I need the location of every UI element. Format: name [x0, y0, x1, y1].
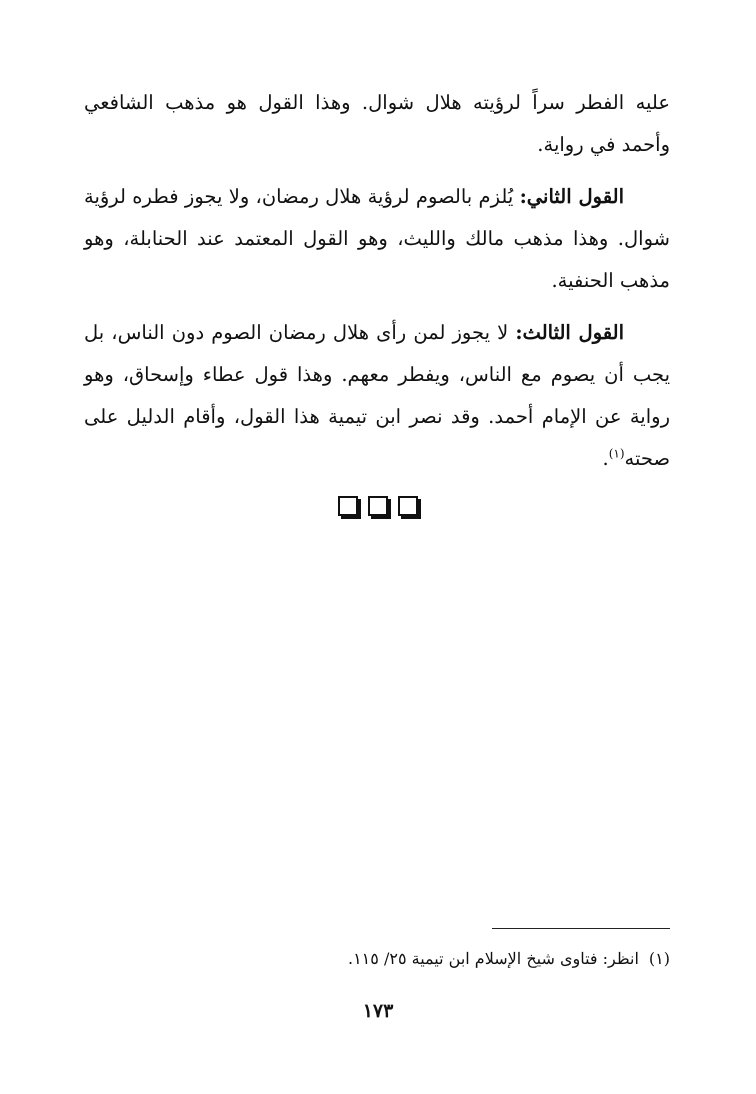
- footnote-divider: [492, 928, 670, 929]
- footnote-number: (١): [648, 949, 670, 968]
- paragraph-3-text: لا يجوز لمن رأى هلال رمضان الصوم دون الناس، بل يجب أن يصوم مع الناس، ويفطر معهم. وهذا قول عطاء وإسحاق، وهو رواية عن الإمام أحمد. وقد نصر ابن تيمية هذا القول، وأقام الدليل على صحته: [84, 321, 670, 470]
- paragraph-2-lead: القول الثاني:: [519, 185, 624, 208]
- square-ornament-icon: [338, 496, 358, 516]
- paragraph-3-end: .: [602, 447, 609, 470]
- paragraph-3-lead: القول الثالث:: [515, 321, 625, 344]
- page-number: ١٧٣: [362, 1000, 394, 1022]
- paragraph-2: [84, 176, 670, 302]
- footnote: [84, 946, 670, 972]
- main-text: [84, 82, 670, 490]
- footnote-text: انظر: فتاوى شيخ الإسلام ابن تيمية ٢٥/ ١١٥.: [347, 949, 639, 968]
- footnote-marker[interactable]: (١): [608, 446, 625, 461]
- paragraph-3: [84, 312, 670, 480]
- paragraph-1: عليه الفطر سراً لرؤيته هلال شوال. وهذا القول هو مذهب الشافعي وأحمد في رواية.: [84, 91, 670, 156]
- section-ornament: [0, 496, 756, 520]
- square-ornament-icon: [368, 496, 388, 516]
- square-ornament-icon: [398, 496, 418, 516]
- paragraph-2-text: يُلزم بالصوم لرؤية هلال رمضان، ولا يجوز فطره لرؤية شوال. وهذا مذهب مالك والليث، وهو القول المعتمد عند الحنابلة، وهو مذهب الحنفية.: [84, 185, 670, 292]
